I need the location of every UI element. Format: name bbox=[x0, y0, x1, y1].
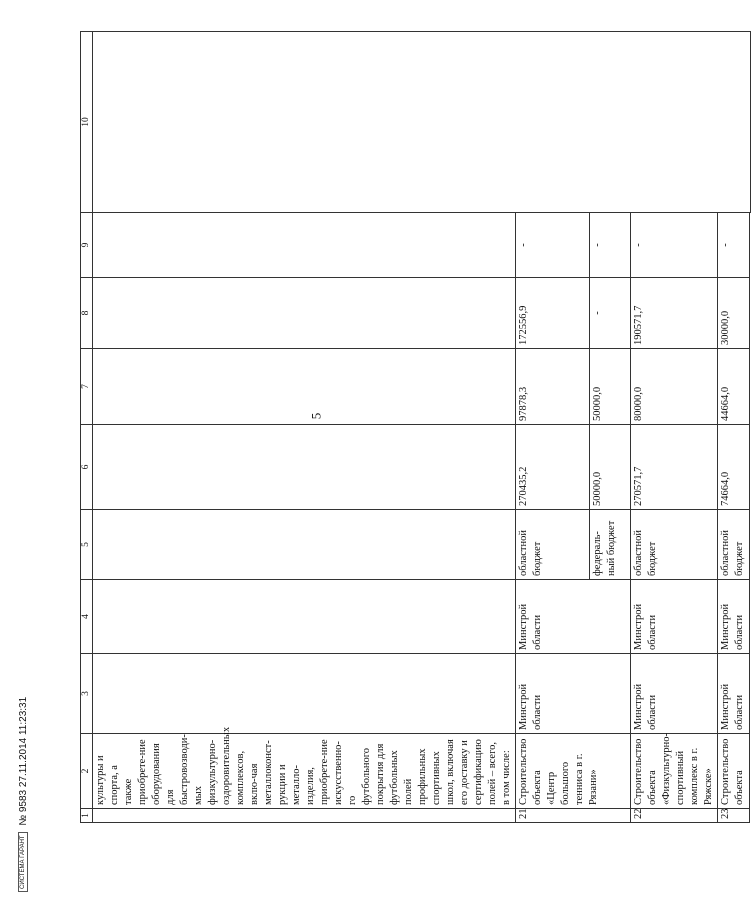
year1-value: 50000,0 bbox=[590, 349, 631, 425]
funding-source: областной бюджет bbox=[631, 510, 718, 580]
total-value: 50000,0 bbox=[590, 425, 631, 510]
year3-value: - bbox=[718, 213, 750, 278]
program-table bbox=[80, 31, 751, 823]
object-name: Строительство объекта «Физкультурно-спортивный комплекс в г. Ряжске» bbox=[631, 734, 718, 809]
executor: Минстрой области bbox=[631, 580, 718, 654]
total-value: 270571,7 bbox=[631, 425, 718, 510]
year2-value: - bbox=[590, 278, 631, 349]
header-row bbox=[81, 32, 93, 823]
funding-source: областной бюджет bbox=[718, 510, 750, 580]
header-cell: 5 bbox=[81, 510, 93, 580]
garant-stamp: СИСТЕМА ГАРАНТ bbox=[18, 832, 28, 892]
customer: Минстрой области bbox=[516, 654, 631, 734]
year2-value: 172556,9 bbox=[516, 278, 590, 349]
year3-value: - bbox=[516, 213, 590, 278]
header-cell: 1 bbox=[81, 809, 93, 823]
header-cell: 9 bbox=[81, 213, 93, 278]
object-name: Строительство объекта «Центр большого тенниса в г. Рязани» bbox=[516, 734, 631, 809]
header-cell: 8 bbox=[81, 278, 93, 349]
cont-description: культуры и спорта, а также приобрете-ние оборудования для быстровозводи-мых физкультурно-оздоровительных комплексов, вклю-чая металлоконст-рукции и металло-изделия, приобрете-ние искусственно-го футбольного покрытия для футбольных полей профильных спортивных школ, включая его доставку и сертификацию полей – всего, в том числе: bbox=[93, 734, 516, 809]
year3-value: - bbox=[631, 213, 718, 278]
year1-value: 97878,3 bbox=[516, 349, 590, 425]
page-number: 5 bbox=[308, 412, 324, 420]
funding-source: федераль-ный бюджет bbox=[590, 510, 631, 580]
executor: Минстрой области bbox=[718, 580, 750, 654]
funding-source: областной бюджет bbox=[516, 510, 590, 580]
executor: Минстрой области bbox=[516, 580, 631, 654]
header-cell: 7 bbox=[81, 349, 93, 425]
customer: Минстрой области bbox=[718, 654, 750, 734]
header-cell: 4 bbox=[81, 580, 93, 654]
row-number: 21 bbox=[516, 809, 631, 823]
year3-value: - bbox=[590, 213, 631, 278]
row-number: 23 bbox=[718, 809, 750, 823]
total-value: 74664,0 bbox=[718, 425, 750, 510]
document-number: № 9583 27.11.2014 11:23:31 bbox=[18, 696, 29, 826]
document-footer bbox=[18, 292, 30, 892]
year1-value: 44664,0 bbox=[718, 349, 750, 425]
header-cell: 3 bbox=[81, 654, 93, 734]
object-name: Строительство объекта bbox=[718, 734, 750, 809]
rotated-table-container bbox=[80, 32, 745, 823]
total-value: 270435,2 bbox=[516, 425, 590, 510]
year2-value: 190571,7 bbox=[631, 278, 718, 349]
header-cell: 10 bbox=[81, 32, 93, 213]
row-number: 22 bbox=[631, 809, 718, 823]
header-cell: 6 bbox=[81, 425, 93, 510]
header-cell: 2 bbox=[81, 734, 93, 809]
year2-value: 30000,0 bbox=[718, 278, 750, 349]
customer: Минстрой области bbox=[631, 654, 718, 734]
year1-value: 80000,0 bbox=[631, 349, 718, 425]
table-row bbox=[93, 32, 516, 823]
